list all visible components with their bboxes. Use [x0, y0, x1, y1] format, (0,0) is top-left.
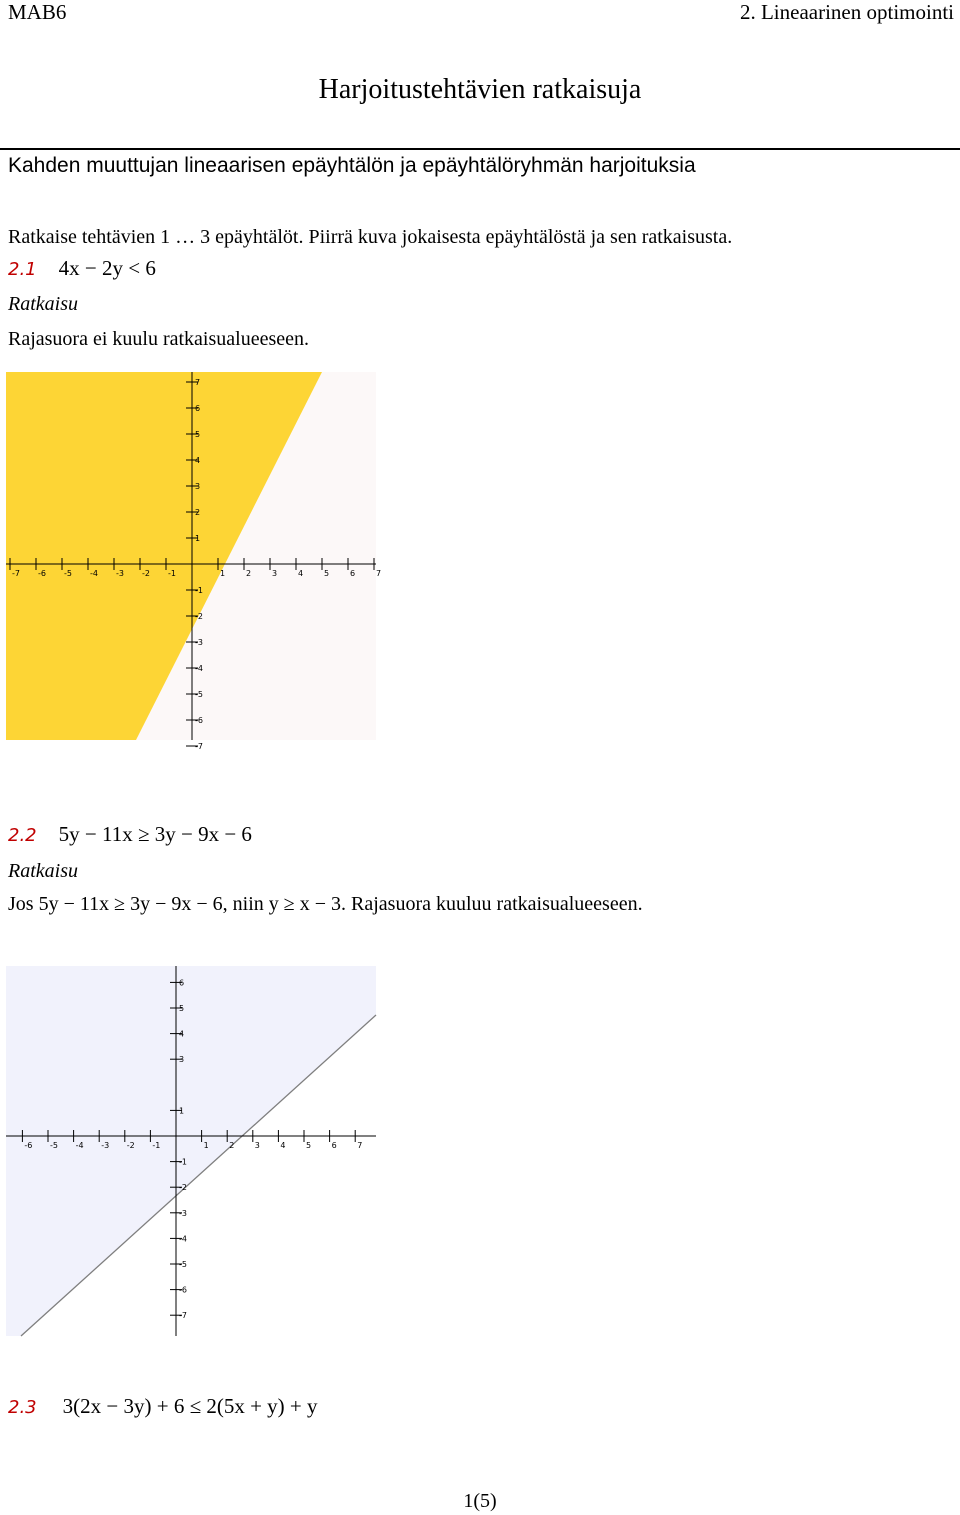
graph-2-2: [6, 966, 376, 1336]
x-tick-label: -3: [116, 569, 124, 578]
y-tick-label: -4: [195, 664, 203, 673]
x-tick-label: -6: [38, 569, 46, 578]
page-number: 1(5): [463, 1490, 497, 1512]
problem-inequality: 3(2x − 3y) + 6 ≤ 2(5x + y) + y: [62, 1394, 318, 1418]
page-title: Harjoitustehtävien ratkaisuja: [318, 74, 642, 105]
x-tick-label: -4: [90, 569, 98, 578]
problem-number: 2.1: [8, 259, 37, 280]
y-tick-label: -7: [179, 1311, 187, 1321]
x-tick-label: 4: [298, 569, 304, 578]
x-tick-label: -1: [152, 1141, 161, 1150]
x-tick-label: 2: [246, 569, 252, 578]
y-tick-label: 3: [179, 1055, 185, 1065]
y-tick-label: 6: [195, 404, 201, 413]
x-tick-label: 7: [376, 569, 382, 578]
y-tick-label: 5: [179, 1004, 185, 1013]
problem-number: 2.3: [8, 1397, 37, 1418]
problem-inequality: 5y − 11x ≥ 3y − 9x − 6: [58, 822, 252, 846]
solution-label: Ratkaisu: [8, 860, 78, 882]
header-course: MAB6: [8, 0, 67, 24]
x-tick-label: -5: [64, 569, 72, 578]
x-tick-label: -5: [50, 1141, 58, 1150]
problem-2-1: [8, 256, 156, 281]
y-tick-label: -2: [195, 612, 203, 621]
y-tick-label: 1: [179, 1106, 185, 1116]
x-tick-label: 2: [229, 1141, 235, 1150]
y-tick-label: 2: [195, 508, 201, 517]
x-tick-label: -6: [24, 1141, 33, 1150]
y-tick-label: -6: [179, 1285, 187, 1295]
x-tick-label: 6: [331, 1141, 337, 1150]
y-tick-label: -3: [195, 638, 203, 647]
x-tick-label: 1: [203, 1141, 209, 1150]
problem-2-3: [8, 1394, 318, 1419]
y-tick-label: 4: [195, 456, 201, 465]
y-tick-label: 3: [195, 482, 201, 491]
y-tick-label: -6: [195, 716, 203, 725]
problem-inequality: 4x − 2y < 6: [58, 256, 156, 280]
x-tick-label: -2: [142, 569, 150, 578]
solution-label: Ratkaisu: [8, 293, 78, 315]
graph-2-1: [6, 372, 382, 751]
x-tick-label: -7: [12, 569, 20, 578]
x-tick-label: 3: [254, 1141, 260, 1150]
x-tick-label: 7: [357, 1141, 363, 1150]
x-tick-label: 4: [280, 1141, 286, 1150]
y-tick-label: -7: [195, 742, 203, 751]
x-tick-label: 3: [272, 569, 278, 578]
instructions: Ratkaise tehtävien 1 … 3 epäyhtälöt. Piirrä kuva jokaisesta epäyhtälöstä ja sen ratkaisusta.: [8, 226, 733, 248]
solution-text: Jos 5y − 11x ≥ 3y − 9x − 6, niin y ≥ x − 3. Rajasuora kuuluu ratkaisualueeseen.: [8, 893, 643, 915]
x-tick-label: -1: [168, 569, 176, 578]
x-tick-label: 1: [220, 569, 226, 578]
y-tick-label: -1: [195, 586, 203, 595]
x-tick-label: -2: [126, 1141, 135, 1150]
x-tick-label: 5: [306, 1141, 312, 1150]
x-tick-label: -3: [101, 1141, 110, 1150]
y-tick-label: -2: [179, 1183, 187, 1193]
problem-number: 2.2: [8, 825, 37, 846]
y-tick-label: -5: [195, 690, 203, 699]
section-divider: [0, 148, 960, 150]
x-tick-label: -4: [75, 1141, 84, 1150]
section-title: Kahden muuttujan lineaarisen epäyhtälön ja epäyhtälöryhmän harjoituksia: [8, 154, 696, 177]
problem-2-2: [8, 822, 252, 847]
y-tick-label: 1: [195, 534, 201, 543]
y-tick-label: 5: [195, 430, 201, 439]
y-tick-label: 6: [179, 978, 185, 988]
y-tick-label: -3: [179, 1208, 187, 1218]
header-chapter: 2. Lineaarinen optimointi: [739, 0, 954, 24]
y-tick-label: 7: [195, 378, 201, 387]
y-tick-label: 4: [179, 1029, 185, 1039]
x-tick-label: 6: [350, 569, 356, 578]
y-tick-label: -4: [179, 1234, 187, 1244]
y-tick-label: -5: [179, 1260, 187, 1269]
y-tick-label: -1: [179, 1157, 187, 1167]
solution-text: Rajasuora ei kuulu ratkaisualueeseen.: [8, 328, 309, 350]
x-tick-label: 5: [324, 569, 330, 578]
